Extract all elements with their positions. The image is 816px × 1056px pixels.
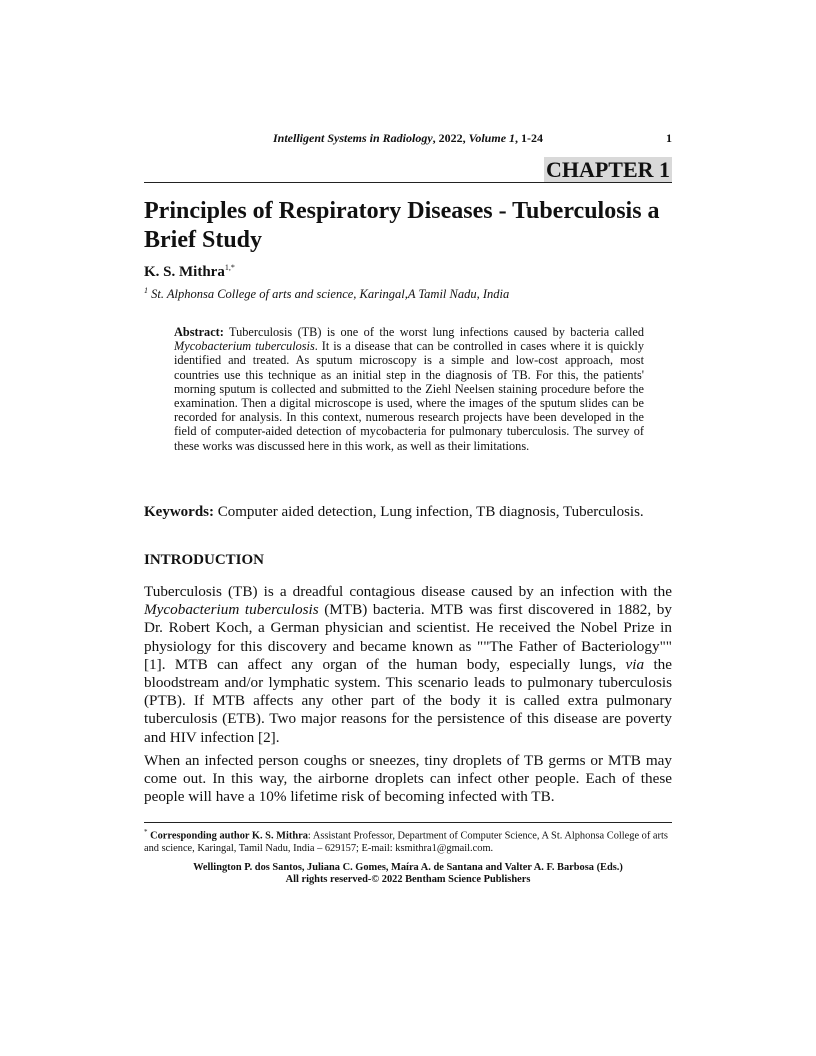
- affiliation-mark: 1: [144, 286, 148, 295]
- journal-pages: , 1-24: [515, 131, 544, 145]
- author-line: [144, 263, 235, 281]
- footnote-label: Corresponding author K. S. Mithra: [147, 830, 308, 842]
- p1-italic-via: via: [625, 655, 645, 673]
- p1-text: Tuberculosis (TB) is a dreadful contagious disease caused by an infection with the: [144, 583, 672, 600]
- keywords-label: Keywords:: [144, 504, 214, 520]
- affiliation: [144, 286, 509, 302]
- author-name: K. S. Mithra: [144, 264, 225, 280]
- editors-block: [144, 862, 672, 887]
- page-number: 1: [666, 131, 672, 145]
- footnote-mark: *: [144, 828, 148, 836]
- running-header: [144, 131, 672, 146]
- editors-line: Wellington P. dos Santos, Juliana C. Gomes, Maíra A. de Santana and Valter A. F. Barbosa (Eds.): [193, 862, 623, 873]
- abstract-text-cont: . It is a disease that can be controlled in cases where it is quickly identified and treated. As sputum microscopy is a simple and low-cost approach, most countries use this technique as an initial step in the diagnosis of TB. For this, the patients' morning sputum is collected and submitted to the Ziehl Neelsen staining procedure before the examination. Then a digital microscope is used, where the images of the sputum slides can be recorded for analysis. In this context, numerous research projects have been developed in the field of computer-aided detection of mycobacteria for pulmonary tuberculosis. The survey of these works was discussed here in this work, as well as their limitations.: [174, 339, 644, 453]
- footnote-text: : Assistant Professor, Department of Computer Science, A St. Alphonsa College of arts and science, Karingal, Tamil Nadu, India – 629157; E-mail: ksmithra1@gmail.com.: [144, 830, 668, 855]
- journal-volume: Volume 1: [468, 131, 516, 145]
- chapter-rule: [144, 182, 672, 183]
- journal-year: , 2022,: [432, 131, 469, 145]
- footnote: [144, 826, 672, 856]
- abstract: [174, 325, 644, 453]
- intro-paragraph-2: When an infected person coughs or sneezes, tiny droplets of TB germs or MTB may come out. In this way, the airborne droplets can infect other people. Each of these people will have a 10% lifetime risk of becoming infected with TB.: [144, 752, 672, 806]
- keywords-text: Computer aided detection, Lung infection, TB diagnosis, Tuberculosis.: [214, 504, 644, 520]
- p1-text-cont: (MTB) bacteria. MTB was first discovered in 1882, by Dr. Robert Koch, a German physician and scientist. He received the Nobel Prize in physiology for this discovery and became known as ""The Father of Bacteriology"" [1]. MTB can affect any organ of the human body, especially lungs,: [144, 601, 672, 673]
- paper-title: Principles of Respiratory Diseases - Tuberculosis a Brief Study: [144, 198, 660, 253]
- abstract-text: Tuberculosis (TB) is one of the worst lung infections caused by bacteria called: [223, 325, 644, 339]
- keywords: [144, 503, 672, 521]
- p1-text-end: the bloodstream and/or lymphatic system. This scenario leads to pulmonary tuberculosis (PTB). If MTB affects any other part of the body it is called extra pulmonary tuberculosis (ETB). Two major reasons for the persistence of this disease are poverty and HIV infection [2].: [144, 655, 672, 746]
- copyright-line: All rights reserved-© 2022 Bentham Science Publishers: [285, 874, 531, 886]
- intro-paragraph-1: [144, 583, 672, 747]
- journal-name: Intelligent Systems in Radiology: [272, 131, 433, 145]
- abstract-label: Abstract:: [174, 325, 224, 339]
- chapter-label: CHAPTER 1: [545, 157, 670, 182]
- abstract-italic-species: Mycobacterium tuberculosis: [174, 339, 315, 354]
- author-affiliation-mark: 1,*: [224, 263, 235, 272]
- affiliation-text: St. Alphonsa College of arts and science, Karingal,A Tamil Nadu, India: [148, 287, 510, 302]
- section-heading-introduction: INTRODUCTION: [144, 552, 265, 568]
- p1-italic-species: Mycobacterium tuberculosis: [144, 601, 319, 619]
- footnote-rule: [144, 822, 672, 823]
